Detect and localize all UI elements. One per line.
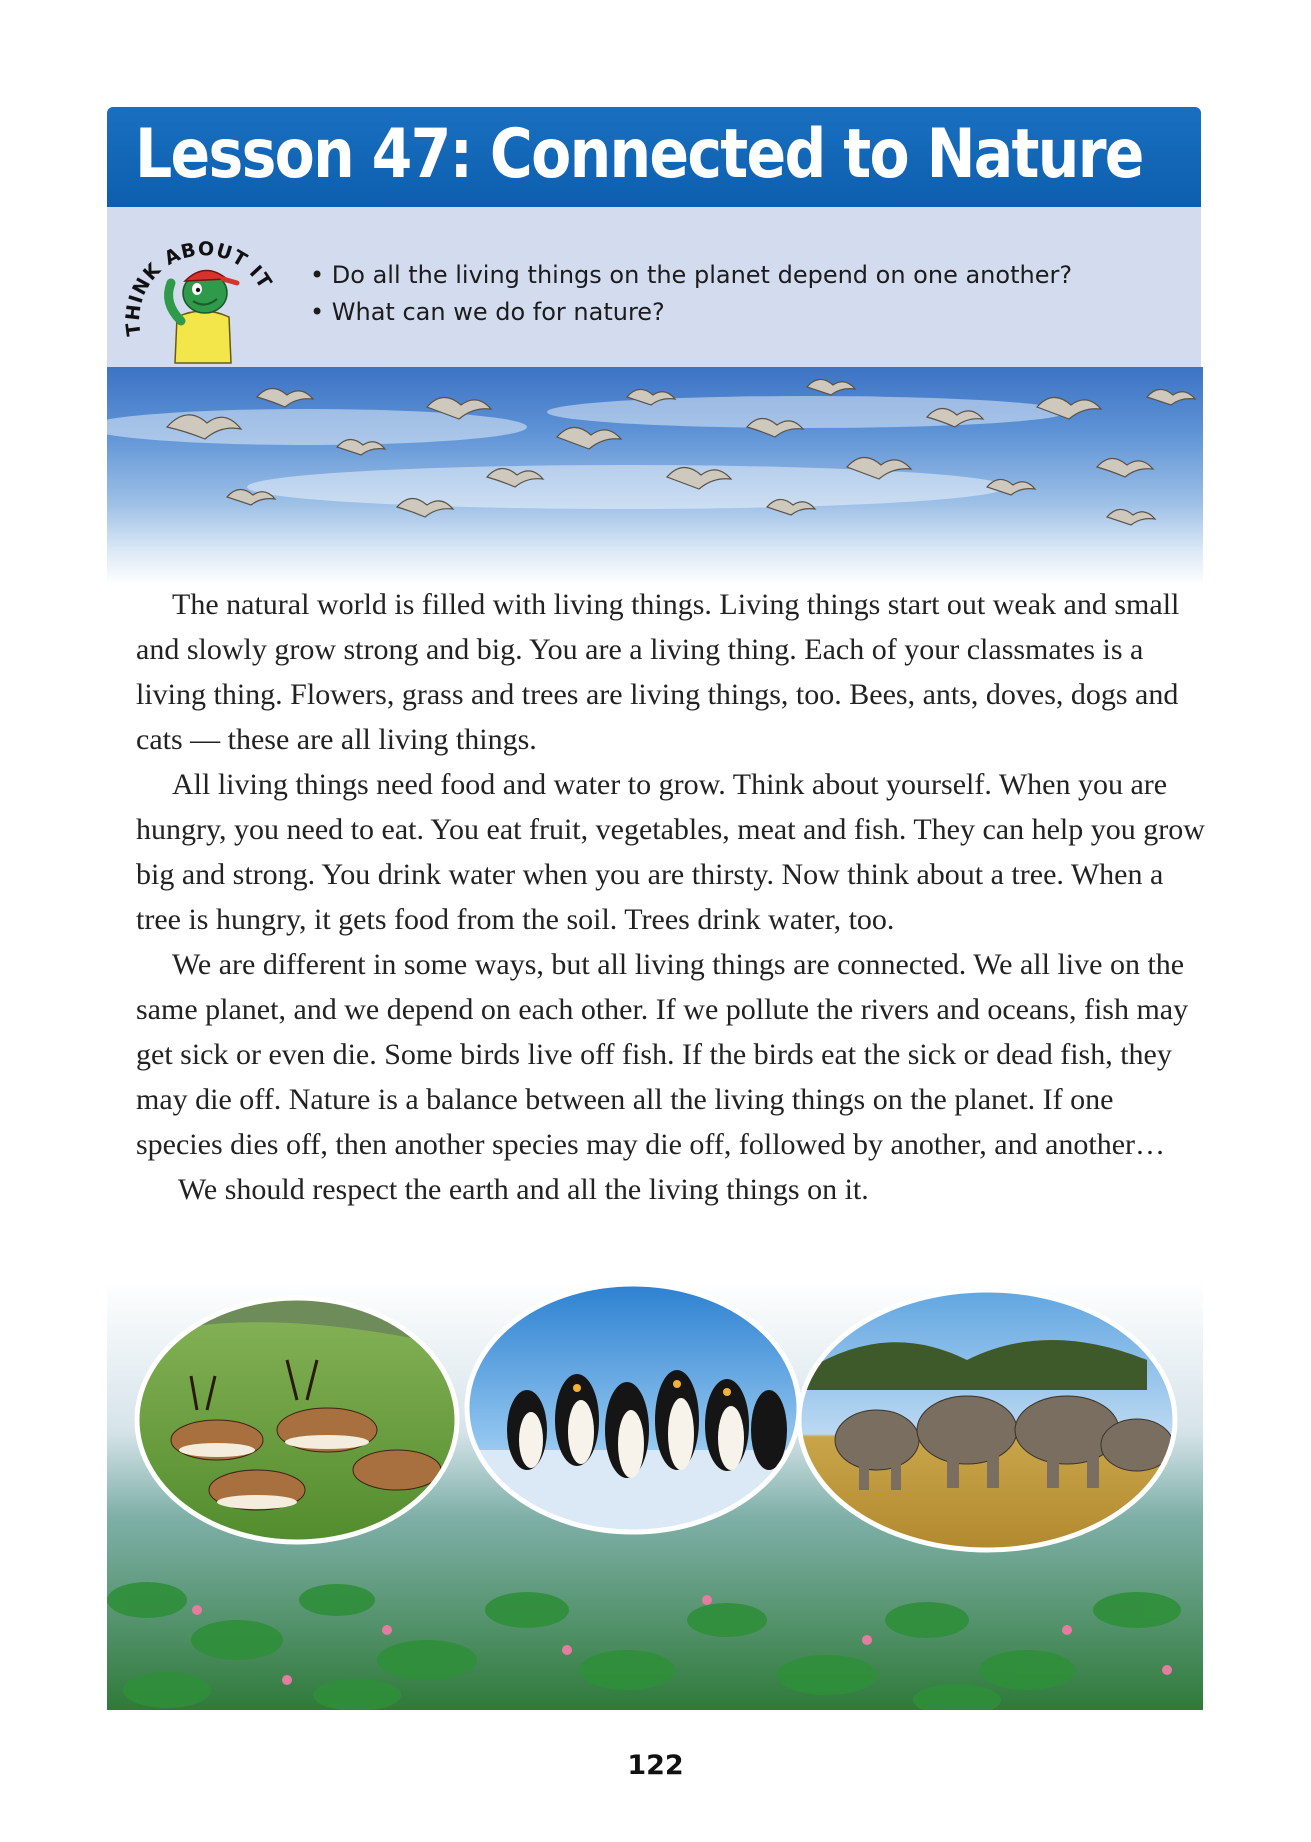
think-about-it-questions: [310, 257, 1072, 331]
think-about-it-mascot-icon: [119, 225, 279, 365]
body-paragraph: The natural world is filled with living things. Living things start out weak and small and slowly grow strong and big. You are a living thing. Each of your classmates is a living thing. Flowers, grass and trees are living things, too. Bees, ants, doves, dogs and cats — these are all living things.: [136, 588, 1180, 756]
flying-birds-image: [107, 367, 1203, 585]
bird-flock-icon: [107, 367, 1203, 585]
question-item: • What can we do for nature?: [310, 298, 665, 326]
think-about-it-badge-text: THINK ABOUT IT: [121, 238, 277, 338]
lesson-body: [136, 582, 1206, 1212]
nature-collage-image: [107, 1280, 1203, 1710]
lesson-title: Lesson 47: Connected to Nature: [135, 115, 1143, 194]
body-paragraph: All living things need food and water to grow. Think about yourself. When you are hungry, you need to eat. You eat fruit, vegetables, meat and fish. They can help you grow big and strong. You drink water when you are thirsty. Now think about a tree. When a tree is hungry, it gets food from the soil. Trees drink water, too.: [136, 768, 1205, 936]
lesson-title-bar: [107, 107, 1201, 207]
body-paragraph: We are different in some ways, but all living things are connected. We all live on the same planet, and we depend on each other. If we pollute the rivers and oceans, fish may get sick or even die. Some birds live off fish. If the birds eat the sick or dead fish, they may die off. Nature is a balance between all the living things on the planet. If one species dies off, then another species may die off, followed by another, and another…: [136, 948, 1189, 1161]
think-about-it-box: [107, 207, 1201, 367]
body-paragraph: We should respect the earth and all the living things on it.: [178, 1173, 869, 1206]
page-number: 122: [627, 1750, 684, 1781]
question-item: • Do all the living things on the planet depend on one another?: [310, 261, 1073, 289]
